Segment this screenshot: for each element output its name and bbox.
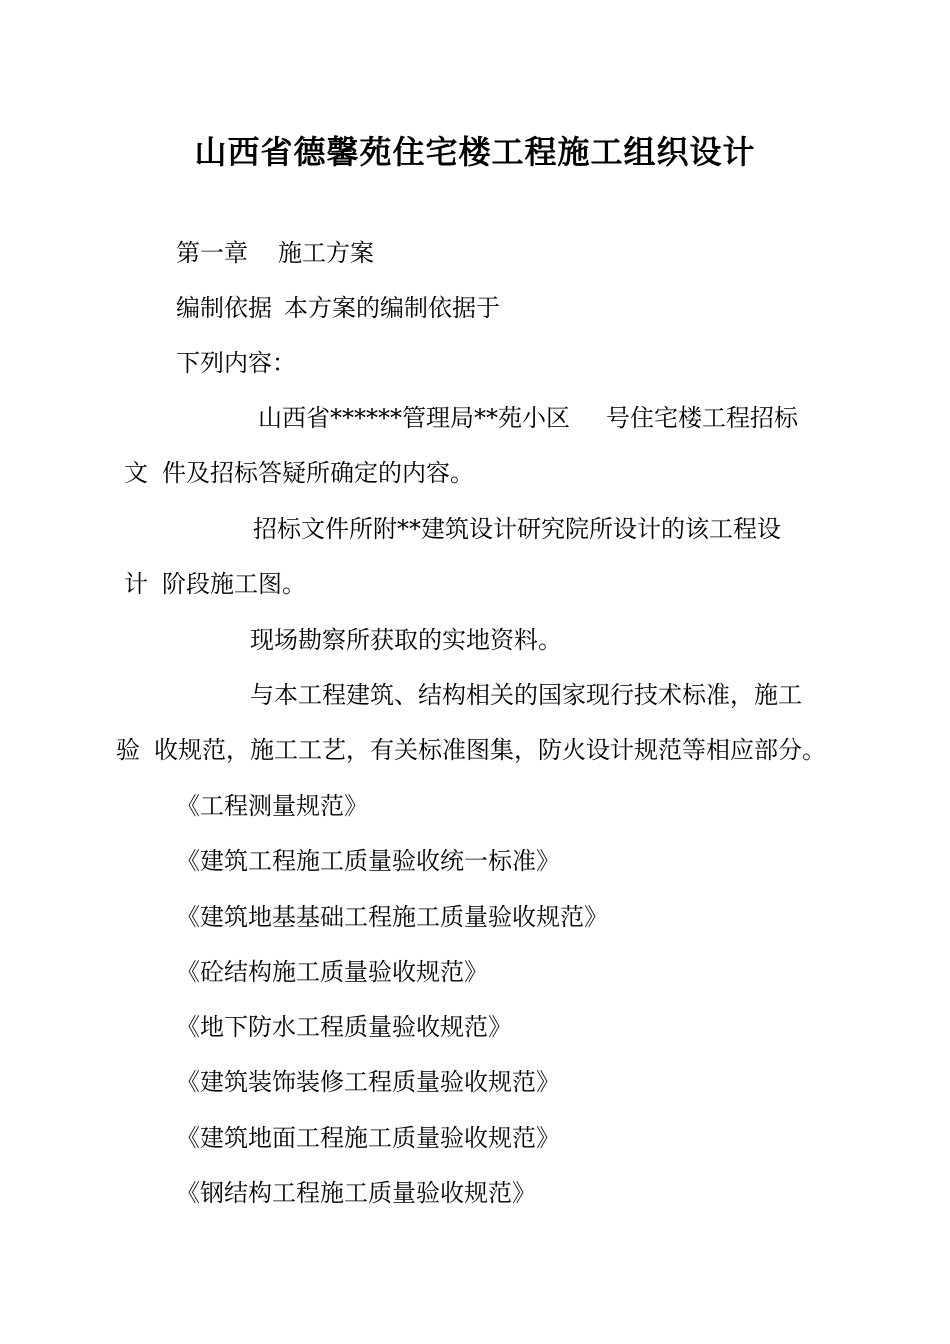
basis-item-1-line-1 [258,402,798,434]
document-title: 山西省德馨苑住宅楼工程施工组织设计 [194,133,756,171]
standard-item: 《地下防水工程质量验收规范》 [176,1013,512,1041]
chapter-name: 施工方案 [278,239,374,267]
basis-item-2-line-2 [124,568,306,600]
basis-item-4-part-a: 验 [116,736,140,764]
basis-item-1-line-2 [124,457,474,489]
basis-item-4-line-1: 与本工程建筑、结构相关的国家现行技术标准，施工 [250,681,802,709]
basis-item-3-line-1: 现场勘察所获取的实地资料。 [250,626,562,654]
basis-intro: 本方案的编制依据于 [284,294,500,322]
basis-item-2-part-a: 计 [124,570,148,598]
chapter-heading [176,237,374,269]
standard-item: 《建筑装饰装修工程质量验收规范》 [176,1068,560,1096]
standard-item: 《建筑工程施工质量验收统一标准》 [176,847,560,875]
basis-item-2-line-1: 招标文件所附**建筑设计研究院所设计的该工程设 [253,515,781,543]
basis-item-4-line-2 [116,734,826,766]
standard-item: 《建筑地面工程施工质量验收规范》 [176,1124,560,1152]
basis-item-2-part-b: 阶段施工图。 [162,570,306,598]
chapter-number: 第一章 [176,239,248,267]
basis-item-1-part-a: 山西省******管理局**苑小区 [258,404,570,432]
standard-item: 《工程测量规范》 [176,792,368,820]
basis-item-4-part-b: 收规范，施工工艺，有关标准图集，防火设计规范等相应部分。 [154,736,826,764]
standard-item: 《钢结构工程施工质量验收规范》 [176,1179,536,1207]
basis-heading: 编制依据 [176,294,272,322]
standard-item: 《砼结构施工质量验收规范》 [176,958,488,986]
basis-item-1-part-c: 文 [124,459,148,487]
standard-item: 《建筑地基基础工程施工质量验收规范》 [176,903,608,931]
basis-item-1-part-d: 件及招标答疑所确定的内容。 [162,459,474,487]
basis-intro-continued: 下列内容： [176,349,296,377]
basis-item-1-part-b: 号住宅楼工程招标 [606,404,798,432]
basis-line [176,292,500,324]
